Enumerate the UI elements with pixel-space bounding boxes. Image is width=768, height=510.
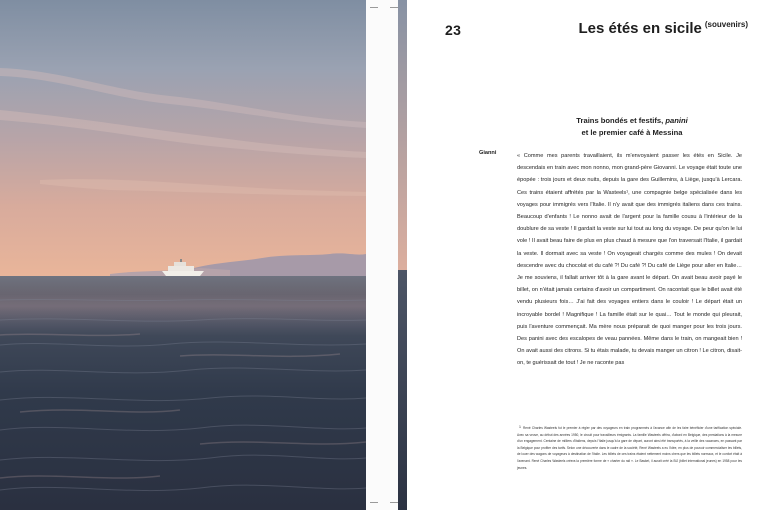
crop-mark	[390, 7, 398, 8]
section-heading-italic: panini	[665, 116, 688, 125]
page-gutter	[366, 0, 400, 510]
page-title	[578, 20, 748, 37]
footnote-text: René Charles Wasteels fut le premier à régler par des voyageurs en train programmés à l'avance afin de les faire bénéficier d'une tarification spéciale. Avec sa veuve, au début des années 1950, le circuit pour travailleurs émigrants. La famille Wasteels offrira, d'abord en Belgique, des prestations à la mesure d'un engagement. Centaine de milliers d'Italiens, depuis l'Italie jusqu'à la gare de départ, auront ainsi été transportés, à la veille des vacances, en passant par la Belgique pour profiter des tarifs. Selon une découverte dans le cadre de la société, René Wasteels a eu l'idée, en plus de pouvoir commercialiser les billets, de louer des wagons de voyageurs à destination de l'Italie. Les billets de ces trains étaient nettement moins chers que les billets normaux, et le confort était à l'avenant. René Charles Wasteels créera la première forme de « charter du rail ». Le Basket, il aurait créé la BIJ (billet international jeunes) en 1958 pour les jeunes.	[517, 426, 742, 470]
section-heading	[527, 115, 737, 139]
text-page	[407, 0, 768, 510]
page-title-text: Les étés en sicile	[578, 20, 702, 37]
page-title-superscript: (souvenirs)	[704, 20, 748, 29]
page-number: 23	[445, 22, 462, 38]
sunset-sea-photo	[0, 0, 366, 510]
section-heading-part1: Trains bondés et festifs,	[576, 116, 666, 125]
photo-icon	[0, 0, 366, 510]
body-paragraph	[517, 150, 742, 370]
crop-mark	[370, 502, 378, 503]
crop-mark	[370, 7, 378, 8]
footnote-mark: 1	[519, 425, 521, 429]
footnote	[517, 425, 742, 471]
body-text: « Comme mes parents travaillaient, ils m'envoyaient passer les étés en Sicile. Je descendais en train avec mon nonno, mon grand-père Giovanni. Le voyage était toute une épopée : trois jours et deux nuits, depuis la gare des Guillemins, à Liège, jusqu'à Lercara. Ces trains étaient affrétés par la Wasteels¹, une compagnie belge spécialisée dans les voyages pour immigrés vers l'Italie. Il n'y avait que des immigrés italiens dans ces trains. Beaucoup d'enfants ! Le nonno avait de l'argent pour la famille cousu à l'intérieur de la doublure de sa veste ! Il gardait la veste sur lui tout au long du voyage. De peur qu'on le lui vole ! Il avait beau faire de plus en plus chaud à mesure que l'on traversait l'Italie, il gardait la veste. Il dormait avec sa veste ! On voyageait chargés comme des mules ! On devait descendre avec du chocolat et du café ?! Du café ?! Du café de Liège pour aller en Italie… Je me souviens, il fallait arriver tôt à la gare avant le départ. On avait beau avoir payé le billet, on n'était jamais certains d'avoir un compartiment. On racontait que le billet avait été vendu plusieurs fois… J'ai fait des voyages entiers dans le couloir ! Le départ était un incroyable bordel ! Magnifique ! La famille était sur le quai… Tout le monde qui pleurait, puis l'aventure commençait. Ma mère nous préparait de quoi manger pour les trois jours. Des panini avec des escalopes de veau pannées. Même dans le train, on mangeait bien ! On avait aussi des citrons. Si tu étais malade, tu devais manger un citron ! Le citron, disait-on, te guérissait de tout ! Je ne raconte pas	[517, 153, 742, 367]
crop-mark	[390, 502, 398, 503]
section-heading-line2: et le premier café à Messina	[581, 128, 683, 137]
speaker-name: Gianni	[479, 150, 497, 156]
photo-strip	[398, 0, 407, 510]
